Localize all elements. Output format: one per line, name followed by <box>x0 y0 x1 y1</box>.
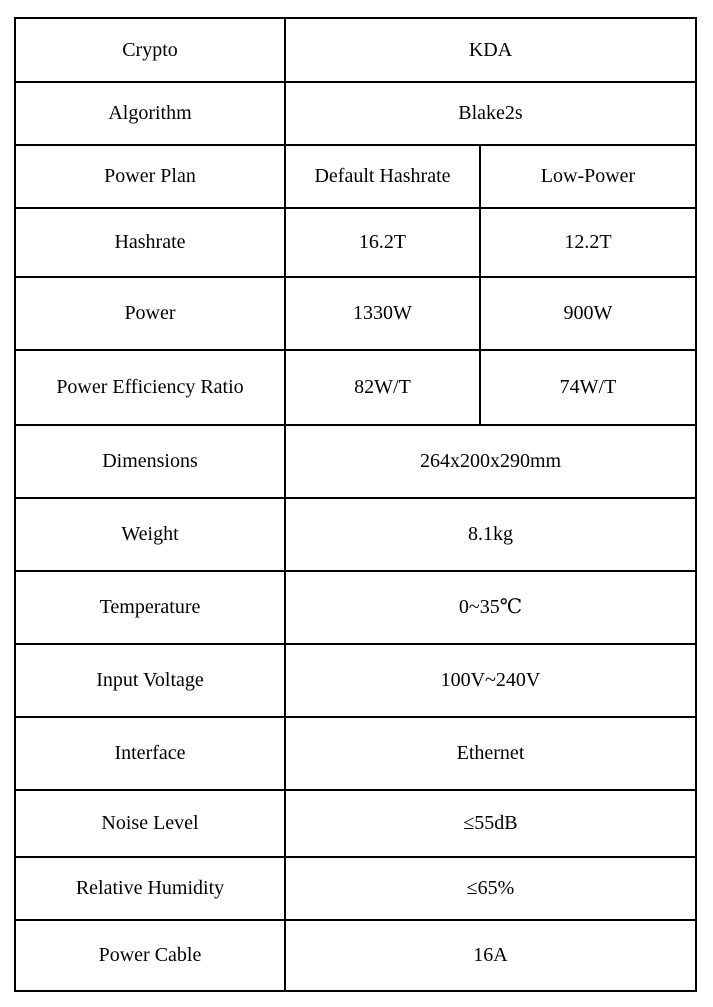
table-row <box>15 425 696 498</box>
row-value: ≤65% <box>285 857 696 920</box>
table-row <box>15 644 696 717</box>
table-row <box>15 717 696 790</box>
row-label: Power Plan <box>15 145 285 208</box>
row-value: Blake2s <box>285 82 696 145</box>
row-value-default: 1330W <box>285 277 480 350</box>
row-value: 264x200x290mm <box>285 425 696 498</box>
table-row <box>15 208 696 277</box>
row-value: 100V~240V <box>285 644 696 717</box>
spec-table <box>14 17 697 992</box>
row-value: KDA <box>285 18 696 82</box>
row-label: Input Voltage <box>15 644 285 717</box>
row-value: ≤55dB <box>285 790 696 857</box>
row-label: Power <box>15 277 285 350</box>
row-label: Hashrate <box>15 208 285 277</box>
row-value-low-power: Low-Power <box>480 145 696 208</box>
row-value: 0~35℃ <box>285 571 696 644</box>
row-label: Interface <box>15 717 285 790</box>
row-label: Power Cable <box>15 920 285 991</box>
table-row <box>15 82 696 145</box>
row-value-default: Default Hashrate <box>285 145 480 208</box>
table-row <box>15 857 696 920</box>
table-row <box>15 790 696 857</box>
row-label: Algorithm <box>15 82 285 145</box>
row-label: Dimensions <box>15 425 285 498</box>
row-value-low-power: 900W <box>480 277 696 350</box>
row-value-default: 82W/T <box>285 350 480 425</box>
row-label: Temperature <box>15 571 285 644</box>
table-row <box>15 350 696 425</box>
table-row <box>15 571 696 644</box>
table-row <box>15 277 696 350</box>
row-value-default: 16.2T <box>285 208 480 277</box>
row-value-low-power: 12.2T <box>480 208 696 277</box>
row-label: Noise Level <box>15 790 285 857</box>
row-label: Crypto <box>15 18 285 82</box>
row-label: Relative Humidity <box>15 857 285 920</box>
row-value-low-power: 74W/T <box>480 350 696 425</box>
row-label: Weight <box>15 498 285 571</box>
row-value: 16A <box>285 920 696 991</box>
row-value: Ethernet <box>285 717 696 790</box>
row-value: 8.1kg <box>285 498 696 571</box>
row-label: Power Efficiency Ratio <box>15 350 285 425</box>
table-row <box>15 18 696 82</box>
table-row <box>15 145 696 208</box>
table-row <box>15 498 696 571</box>
table-row <box>15 920 696 991</box>
